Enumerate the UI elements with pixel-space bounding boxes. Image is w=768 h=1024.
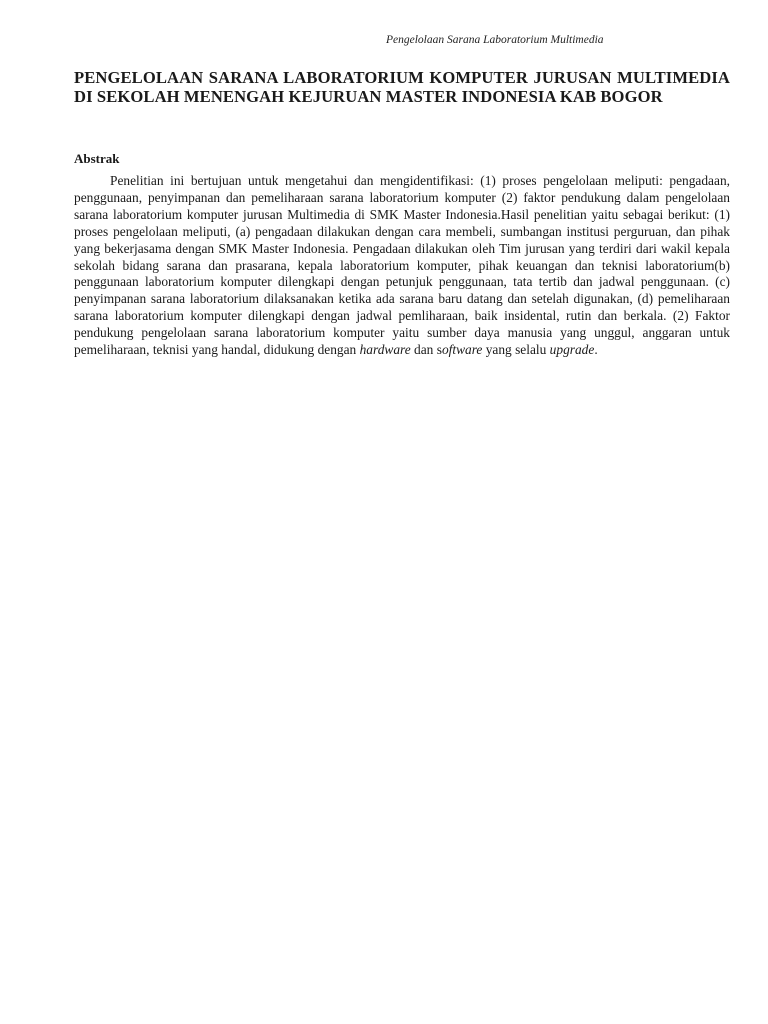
abstract-term-software: oftware bbox=[441, 342, 483, 358]
paper-title: PENGELOLAAN SARANA LABORATORIUM KOMPUTER JURUSAN MULTIMEDIA DI SEKOLAH MENENGAH KEJURUAN MASTER INDONESIA KAB BOGOR bbox=[74, 68, 730, 106]
abstract-text-tail: yang selalu bbox=[482, 342, 550, 358]
abstract-body bbox=[74, 173, 730, 359]
running-header: Pengelolaan Sarana Laboratorium Multimedia bbox=[386, 34, 604, 46]
abstract-term-upgrade: upgrade bbox=[549, 342, 595, 358]
abstract-term-hardware: hardware bbox=[359, 342, 411, 358]
abstract-text-end: . bbox=[594, 342, 598, 358]
abstract-text-conjunction: dan s bbox=[410, 342, 442, 358]
abstract-text-main: Penelitian ini bertujuan untuk mengetahui dan mengidentifikasi: (1) proses pengelolaan meliputi: pengadaan, penggunaan, penyimpanan dan pemeliharaan sarana laboratorium komputer (2) faktor pendukung dalam pengelolaan sarana laboratorium komputer jurusan Multimedia di SMK Master Indonesia.Hasil penelitian yaitu sebagai berikut: (1) proses pengelolaan meliputi, (a) pengadaan dilakukan dengan cara membeli, sumbangan institusi perguruan, dan pihak yang bekerjasama dengan SMK Master Indonesia. Pengadaan dilakukan oleh Tim jurusan yang terdiri dari wakil kepala sekolah bidang sarana dan prasarana, kepala laboratorium komputer, pihak keuangan dan teknisi laboratorium(b) penggunaan laboratorium komputer dilengkapi dengan petunjuk penggunaan, tata tertib dan jadwal penggunaan. (c) penyimpanan sarana laboratorium dilaksanakan ketika ada sarana baru datang dan setelah digunakan, (d) pemeliharaan sarana laboratorium komputer dilengkapi dengan jadwal pemliharaan, baik insidental, rutin dan berkala. (2) Faktor pendukung pengelolaan sarana laboratorium komputer yaitu sumber daya manusia yang unggul, anggaran untuk pemeliharaan, teknisi yang handal, didukung dengan bbox=[74, 173, 730, 358]
abstract-heading: Abstrak bbox=[74, 151, 120, 166]
